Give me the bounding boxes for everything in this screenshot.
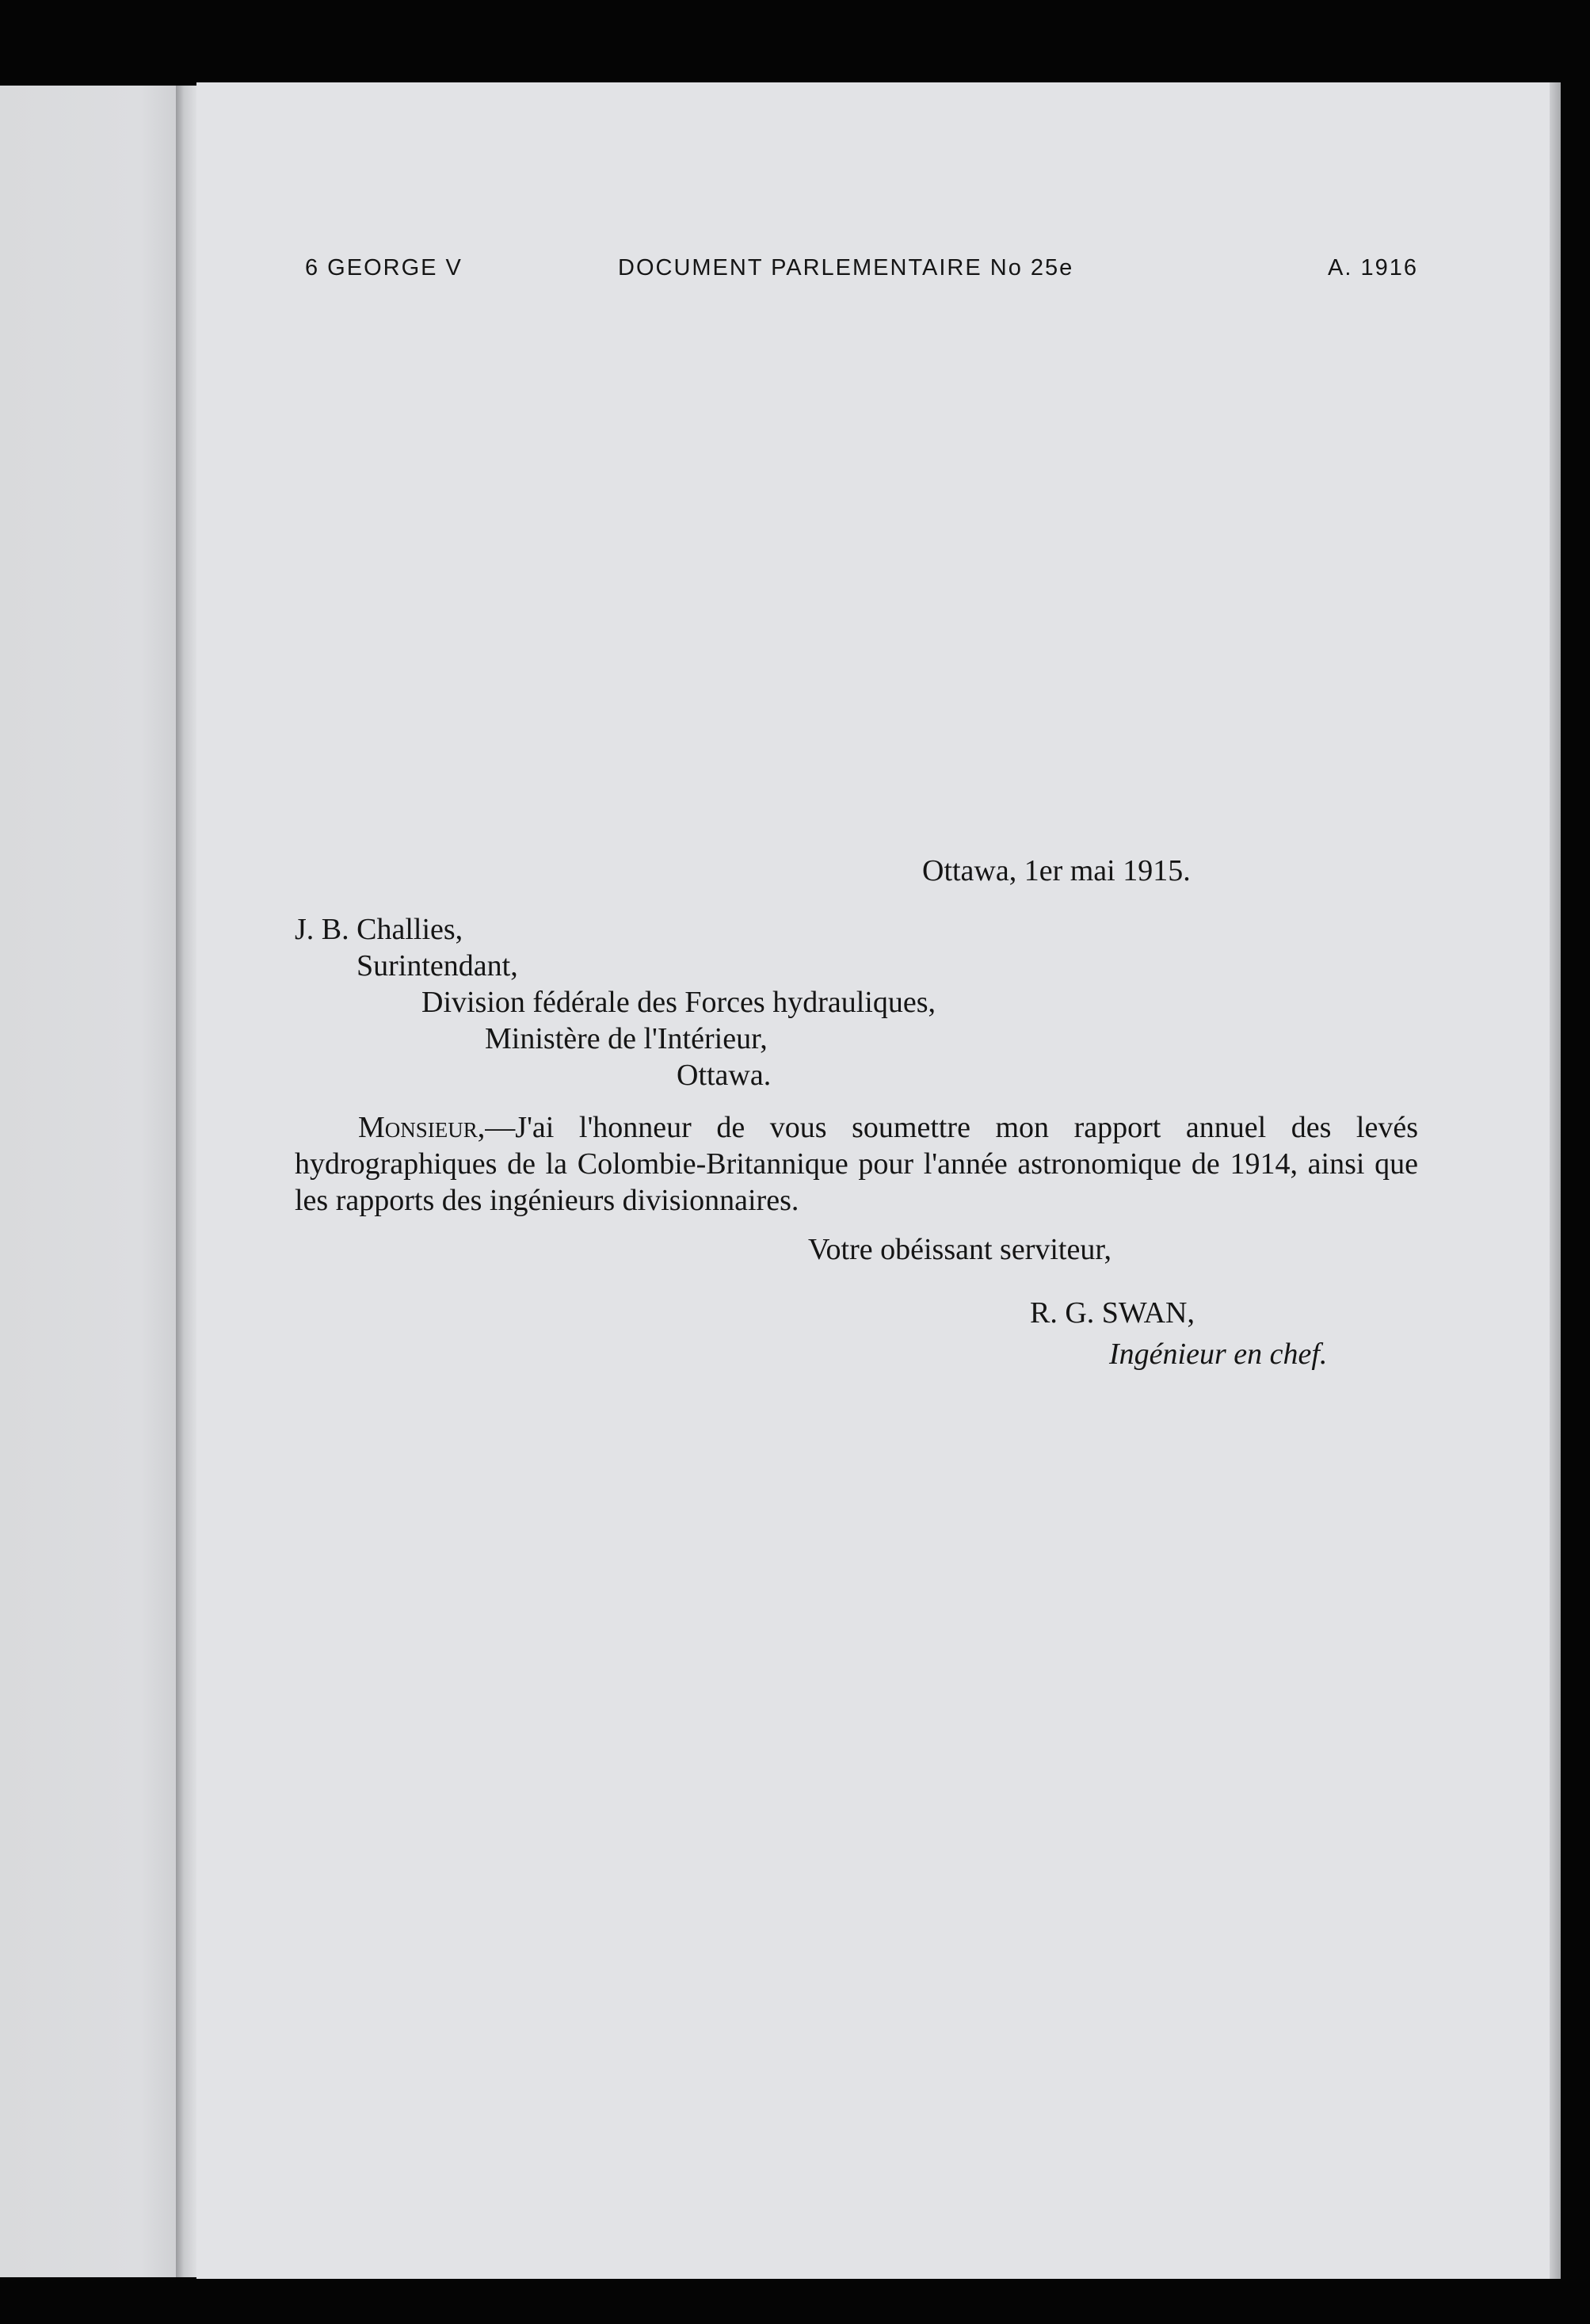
addressee-title: Surintendant,	[357, 949, 518, 983]
addressee-ministry: Ministère de l'Intérieur,	[485, 1022, 768, 1055]
addressee-division: Division fédérale des Forces hydrauliques,	[421, 986, 936, 1019]
running-header-left: 6 GEORGE V	[305, 255, 463, 280]
running-header-center: DOCUMENT PARLEMENTAIRE No 25e	[618, 255, 1074, 280]
facing-page-edge	[0, 86, 176, 2277]
running-header-right: A. 1916	[1328, 255, 1418, 280]
letter-closing: Votre obéissant serviteur,	[808, 1233, 1111, 1266]
signature-title: Ingénieur en chef.	[1109, 1338, 1328, 1371]
letter-salutation: Monsieur,	[358, 1111, 486, 1144]
book-gutter	[176, 86, 196, 2277]
addressee-name: J. B. Challies,	[295, 913, 463, 946]
page-edge-shadow	[1550, 82, 1561, 2279]
letter-dateline: Ottawa, 1er mai 1915.	[922, 854, 1191, 887]
letter-body	[295, 1109, 1418, 1219]
addressee-city: Ottawa.	[677, 1059, 772, 1092]
signature-name: R. G. SWAN,	[1030, 1296, 1195, 1330]
letter-body-text: —J'ai l'honneur de vous soumettre mon rapport annuel des levés hydrographiques de la Colombie-Britannique pour l'année astronomique de 1914, ainsi que les rapports des ingénieurs divisionnaires.	[295, 1111, 1418, 1217]
